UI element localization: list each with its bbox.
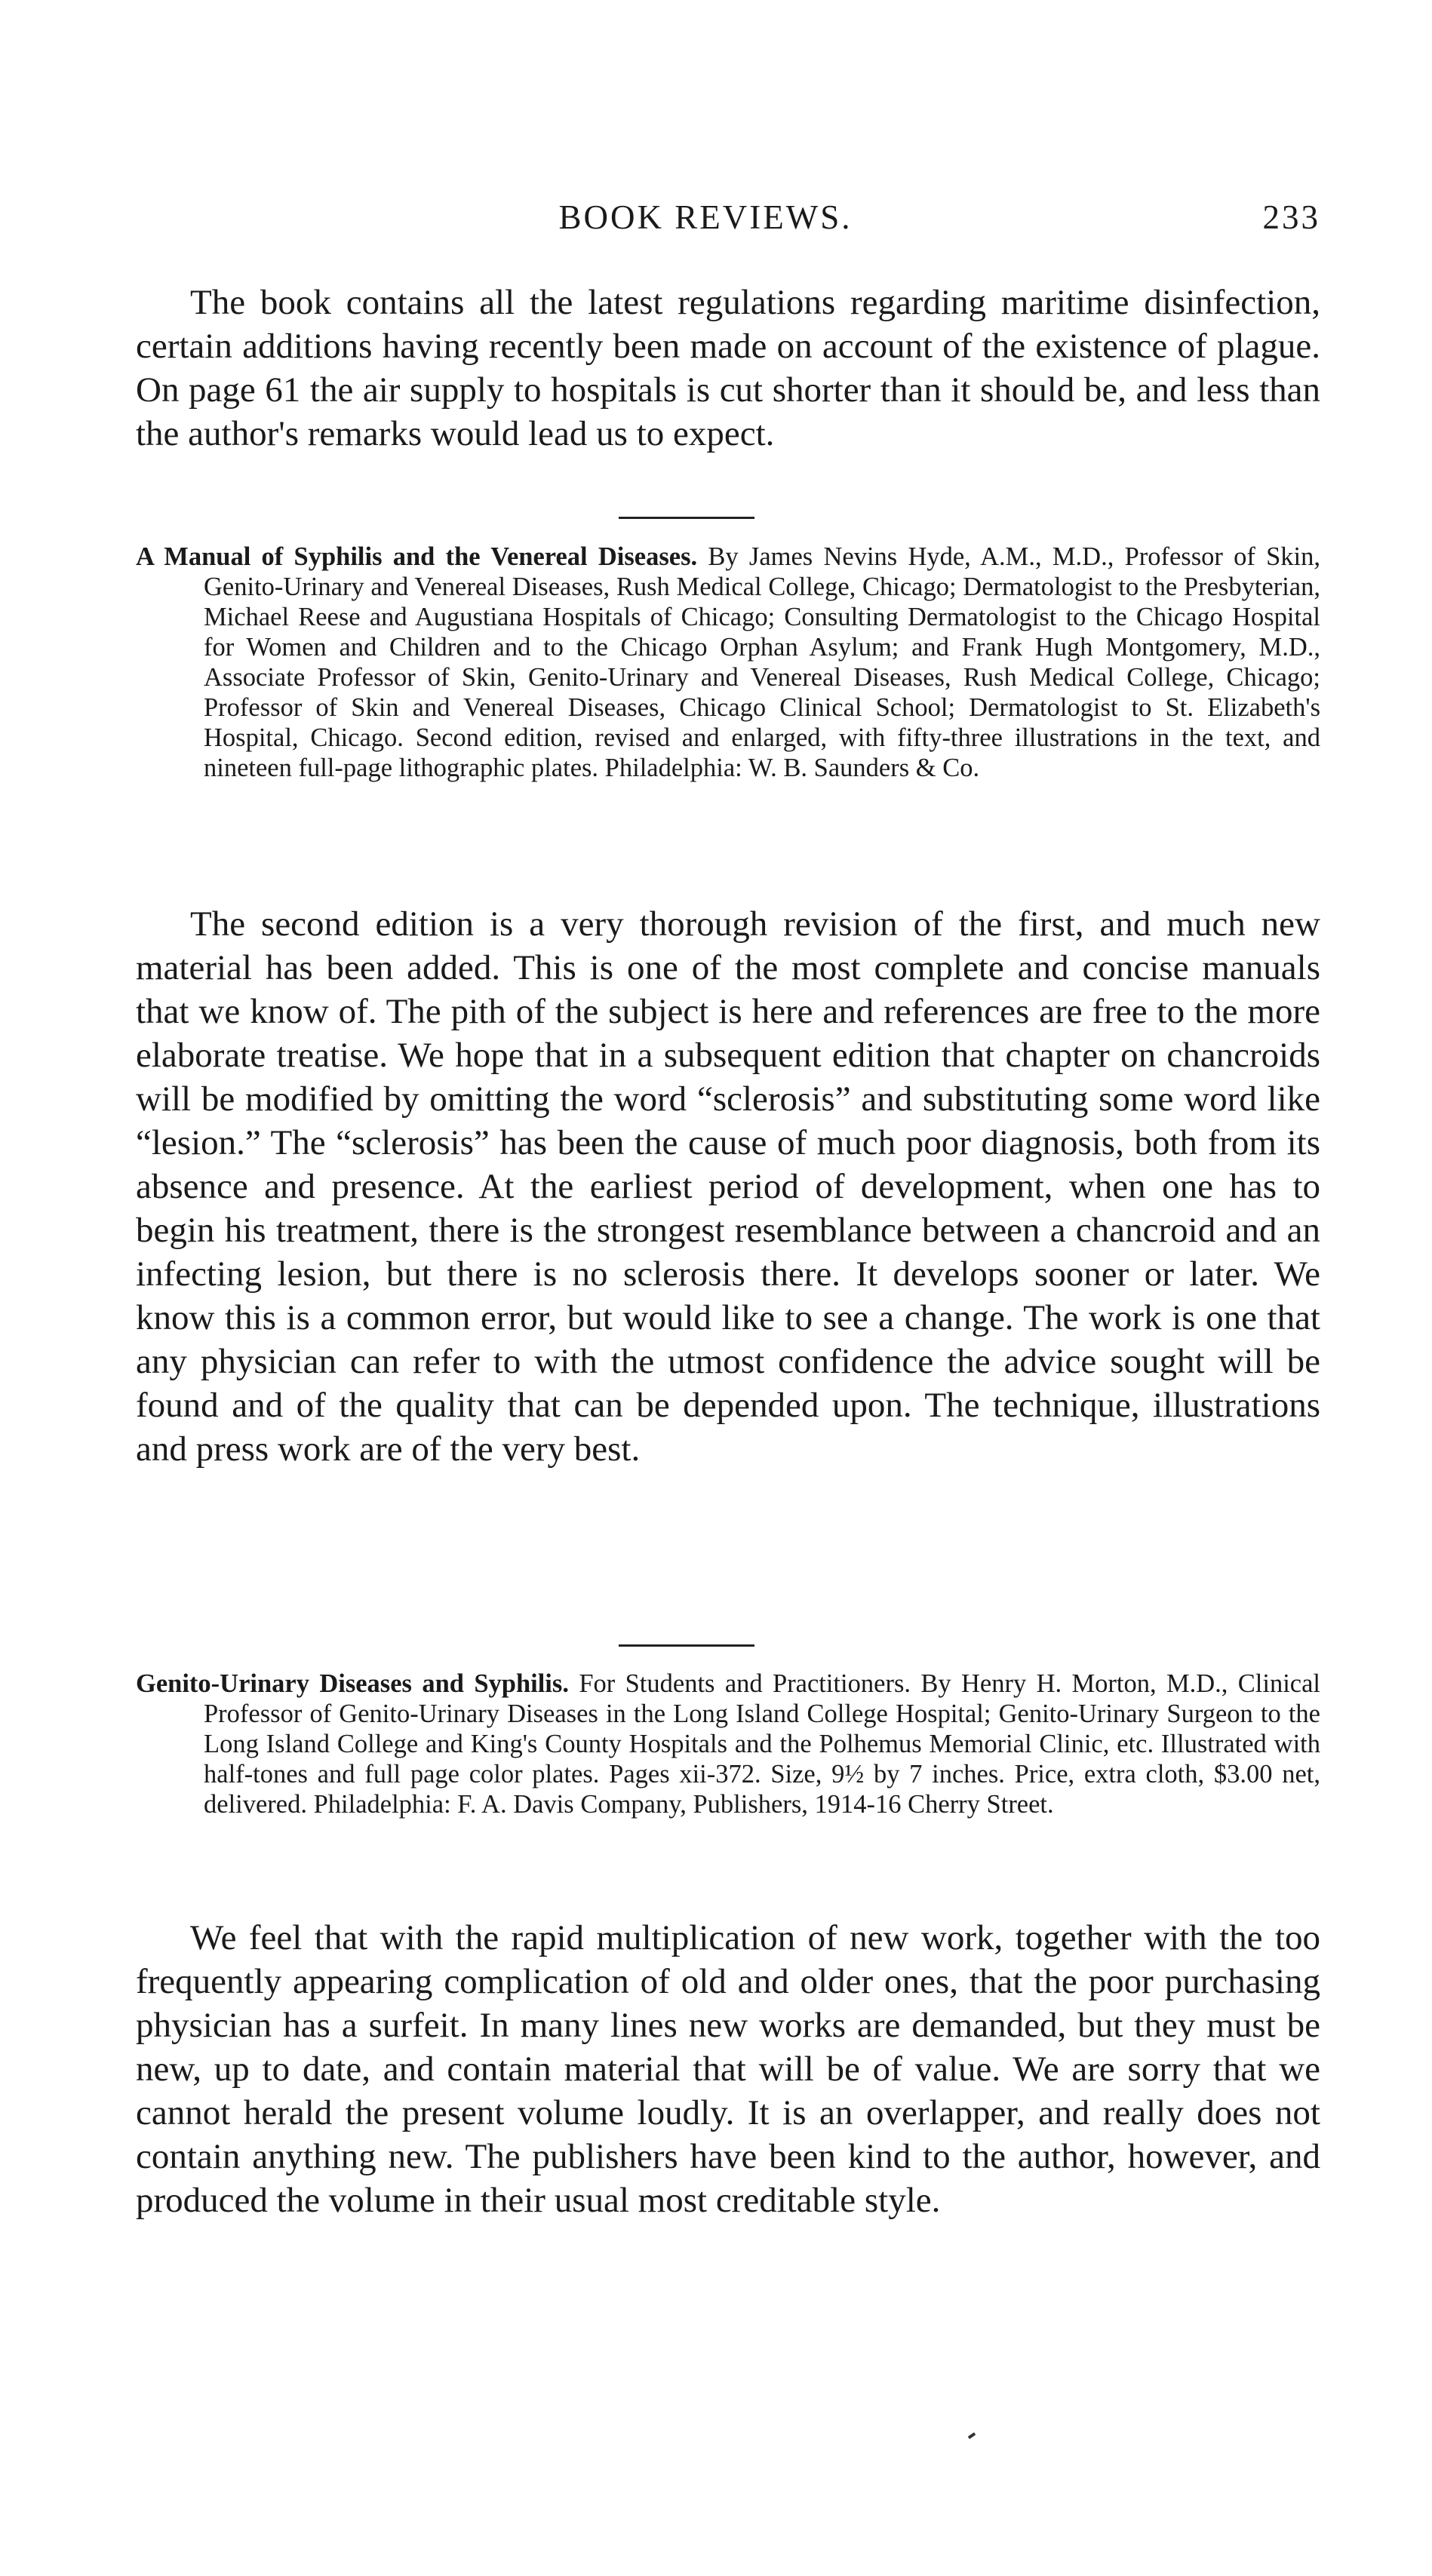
review-citation-genito-urinary [136,1669,1320,1819]
review-paragraph-syphilis-manual: The second edition is a very thorough revision of the first, and much new material has been added. This is one of the most complete and concise manuals that we know of. The pith of the subject is here and references are free to the more elaborate treatise. We hope that in a subsequent edition that chapter on chancroids will be modified by omitting the word “sclerosis” and substituting some word like “lesion.” The “sclerosis” has been the cause of much poor diagnosis, both from its absence and presence. At the earliest period of development, when one has to begin his treatment, there is the strongest resemblance between a chancroid and an infecting lesion, but there is no sclerosis there. It develops sooner or later. We know this is a common error, but would like to see a change. The work is one that any physician can refer to with the utmost confidence the advice sought will be found and of the quality that can be depended upon. The technique, illustrations and press work are of the very best. [136,904,1320,1469]
review-citation-text: For Students and Practitioners. By Henry H. Morton, M.D., Clinical Professor of Genito-Urinary Diseases in the Long Island College Hospital; Genito-Urinary Surgeon to the Long Island College and King's County Hospitals and the Polhemus Memorial Clinic, etc. Illustrated with half-tones and full page color plates. Pages xii-372. Size, 9½ by 7 inches. Price, extra cloth, $3.00 net, delivered. Philadelphia: F. A. Davis Company, Publishers, 1914-16 Cherry Street. [204,1669,1321,1819]
review-citation-syphilis-manual [136,542,1320,783]
review-paragraph-genito-urinary: We feel that with the rapid multiplication of new work, together with the too frequently appearing complication of old and older ones, that the poor purchasing physician has a surfeit. In many lines new works are demanded, but they must be new, up to date, and contain material that will be of value. We are sorry that we cannot herald the present volume loudly. It is an overlapper, and really does not contain anything new. The publishers have been kind to the author, however, and produced the volume in their usual most creditable style. [136,1918,1320,2220]
review-book-title: Genito-Urinary Diseases and Syphilis. [136,1669,569,1698]
review-paragraph-maritime: The book contains all the latest regulations regarding maritime disinfection, certain additions having recently been made on account of the existence of plague. On page 61 the air supply to hospitals is cut shorter than it should be, and less than the author's remarks would lead us to expect. [136,283,1320,453]
section-divider [619,1644,754,1647]
section-divider [619,517,754,519]
running-head [136,198,1320,243]
review-citation-text: By James Nevins Hyde, A.M., M.D., Professor of Skin, Genito-Urinary and Venereal Diseases, Rush Medical College, Chicago; Dermatologist to the Presbyterian, Michael Reese and Augustiana Hospitals of Chicago; Consulting Dermatologist to the Chicago Hospital for Women and Children and to the Chicago Orphan Asylum; and Frank Hugh Montgomery, M.D., Associate Professor of Skin, Genito-Urinary and Venereal Diseases, Rush Medical College, Chicago; Professor of Skin and Venereal Diseases, Chicago Clinical School; Dermatologist to St. Elizabeth's Hospital, Chicago. Second edition, revised and enlarged, with fifty-three illustrations in the text, and nineteen full-page lithographic plates. Philadelphia: W. B. Saunders & Co. [204,542,1321,782]
print-speck [968,2432,976,2439]
running-head-title: BOOK REVIEWS. [558,198,853,236]
page-number: 233 [1262,198,1320,236]
review-book-title: A Manual of Syphilis and the Venereal Diseases. [136,542,698,571]
